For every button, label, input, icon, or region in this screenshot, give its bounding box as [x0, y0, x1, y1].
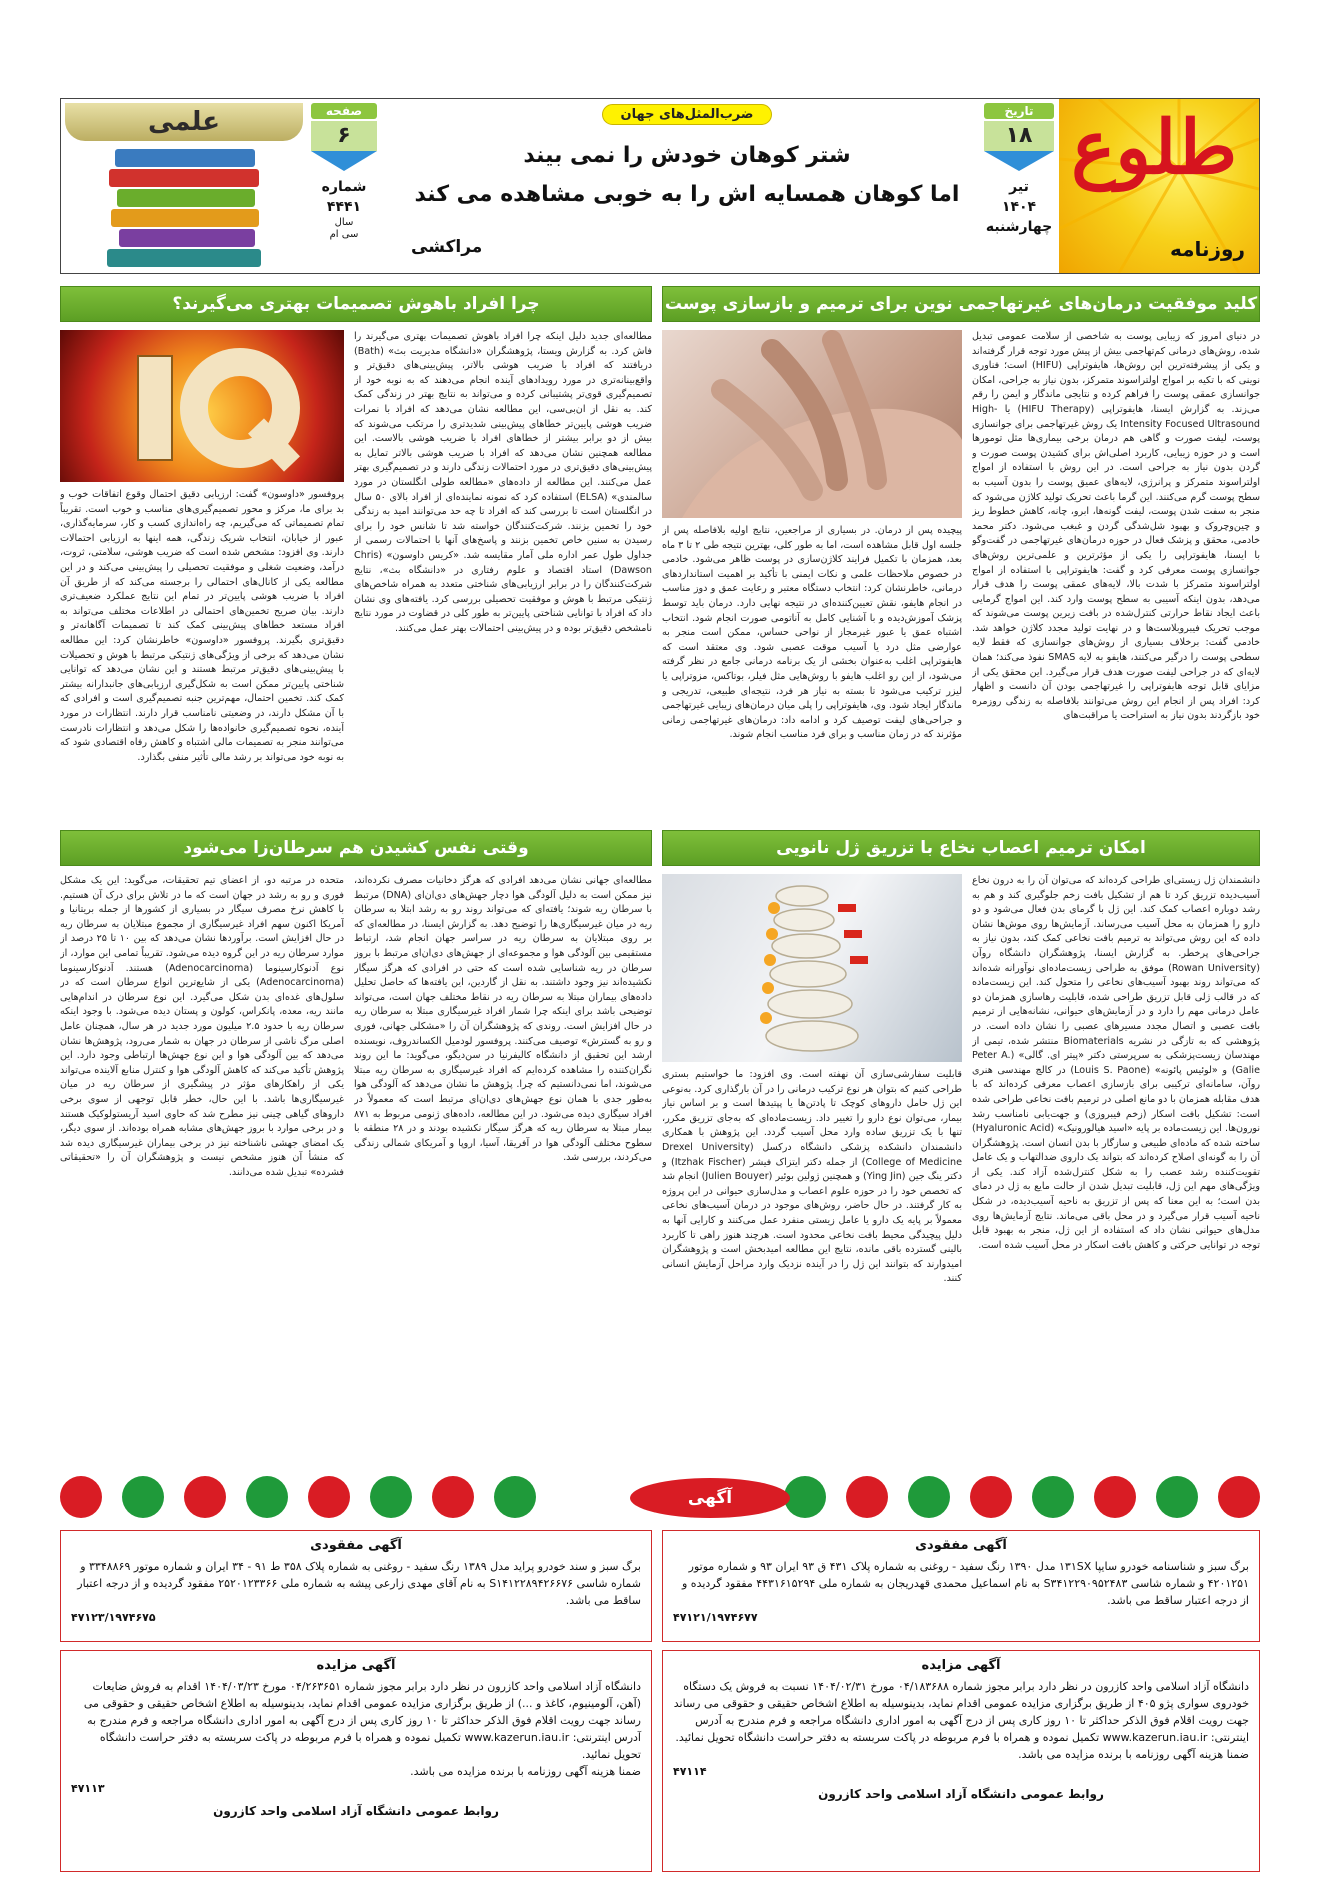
lost-ad-1 [662, 1530, 1260, 1642]
hand-photo [662, 330, 962, 518]
auction-ad-2-footer: روابط عمومی دانشگاه آزاد اسلامی واحد کازرون [213, 1804, 499, 1818]
auction-ad-1-note: ضمنا هزینه آگهی روزنامه با برنده مزایده می باشد. [1018, 1748, 1249, 1761]
newspaper-logo [1059, 99, 1259, 273]
proverb-panel [397, 103, 977, 269]
lost-ad-2 [60, 1530, 652, 1642]
date-box [984, 103, 1054, 269]
masthead [60, 98, 1260, 274]
issue-label: شماره [321, 179, 367, 195]
spine-photo [662, 874, 962, 1062]
arrow-down-icon [984, 151, 1054, 171]
hand-illustration-icon [662, 330, 962, 518]
decor-dot [432, 1476, 474, 1518]
logo-word: طلوع [1071, 105, 1237, 191]
lost-ad-1-title: آگهی مفقودی [915, 1538, 1007, 1553]
date-month: تیر [1009, 179, 1029, 195]
decor-dot [1218, 1476, 1260, 1518]
auction-ad-2-title: آگهی مزایده [316, 1658, 396, 1673]
arrow-down-icon [311, 151, 377, 171]
lost-ad-2-text: برگ سبز و سند خودرو پراید مدل ۱۳۸۹ رنگ سفید - روغنی به شماره پلاک ۳۵۸ ط ۹۱ - ۳۴ ایران و شماره موتور ۳۳۴۸۸۶۹ و شماره شاسی S۱۴۱۲۲۸۹۴۲۶۶۷۶ به نام آقای مهدی زارعی پیشه به شماره ملی ۲۵۲۰۱۲۳۳۶۶ مفقود گردیده و از درجه اعتبار ساقط می باشد. [77, 1560, 641, 1607]
cancer-article-col-1: مطالعه‌ای جهانی نشان می‌دهد افرادی که هرگز دخانیات مصرف نکرده‌اند، نیز ممکن است به دلیل آلودگی هوا دچار جهش‌های دی‌ان‌ای (DNA) مرتبط با سرطان ریه شوند؛ یافته‌ای که می‌تواند روند رو به رشد ابتلا به سرطان ریه در میان غیرسیگاری‌ها را توضیح دهد. به گزارش ایسنا، در مطالعه‌ای که بر روی مبتلایان به سرطان ریه در سراسر جهان انجام شد، ارتباط مستقیمی بین آلودگی هوا و مجموعه‌ای از جهش‌های دی‌ان‌ای مرتبط با بروز سرطان در ریه شناسایی شده است که حتی در افرادی که هرگز سیگار نکشیده‌اند نیز وجود داشتند. به نقل از گاردین، این یافته‌ها که حاصل تحلیل داده‌های بیماران مبتلا به سرطان ریه در نقاط مختلف جهان است، می‌تواند توضیحی باشد برای اینکه چرا شمار افراد غیرسیگاری مبتلا به سرطان ریه در حال افزایش است. روندی که پژوهشگران آن را «مشکلی جهانی، فوری و رو به گسترش» توصیف می‌کنند. پروفسور لودمیل الکساندروف، نویسنده ارشد این تحقیق از دانشگاه کالیفرنیا در سن‌دیگو، می‌گوید: ما این روند نگران‌کننده را مشاهده کرده‌ایم که افراد غیرسیگاری به سرطان ریه مبتلا می‌شوند، اما نمی‌دانستیم که چرا. پژوهش ما نشان می‌دهد که آلودگی هوا به‌طور جدی با همان نوع جهش‌های دی‌ان‌ای مرتبط است که معمولاً در افراد سیگاری دیده می‌شود. در این مطالعه، داده‌های ژنومی مربوط به ۸۷۱ بیمار مبتلا به سرطان ریه که هرگز سیگار نکشیده بودند و در ۲۸ منطقه با سطوح مختلف آلودگی هوا در آفریقا، آسیا، اروپا و آمریکای شمالی زندگی می‌کردند، بررسی شد. [354, 875, 652, 1164]
cancer-article-title: وقتی نفس کشیدن هم سرطان‌زا می‌شود [60, 830, 652, 866]
lost-ad-2-title: آگهی مفقودی [310, 1538, 402, 1553]
lost-ad-1-text: برگ سبز و شناسنامه خودرو سایپا ۱۳۱SX مدل ۱۳۹۰ رنگ سفید - روغنی به شماره پلاک ۴۳۱ ق ۹۳ ایران ۹۳ و شماره موتور ۴۲۰۱۲۵۱ و شماره شاسی S۳۴۱۲۲۹۰۹۵۲۴۸۳ به نام اسماعیل محمدی قهدریجان به شماره ملی ۴۴۳۱۶۱۵۲۹۴ مفقود گردیده و از درجه اعتبار ساقط می باشد. [682, 1560, 1249, 1607]
decor-dot [970, 1476, 1012, 1518]
lost-ad-2-code: ۴۷۱۲۳/۱۹۷۴۶۷۵ [71, 1611, 156, 1624]
auction-ad-2-text: دانشگاه آزاد اسلامی واحد کازرون در نظر دارد برابر مجوز شماره ۰۴/۲۶۳۶۵۱ مورخ ۱۴۰۴/۰۳/۲۳ اقدام به فروش ضایعات (آهن، آلومینیوم، کاغذ و ...) از طریق برگزاری مزایده عمومی اقدام نماید، بدینوسیله به اطلاع اشخاص حقیقی و حقوقی می رساند جهت رویت اقلام فوق الذکر حداکثر تا ۱۰ روز کاری پس از درج آگهی به امور اداری دانشگاه مراجعه و فرم مندرج به آدرس اینترنتی: www.kazerun.iau.ir تکمیل نموده و همراه با فرم مربوطه در پاکت سربسته به دفتر حراست دانشگاه تحویل نمائید. [83, 1680, 641, 1761]
decor-dot [370, 1476, 412, 1518]
proverb-line-1: شتر کوهان خودش را نمی بیند [523, 143, 851, 168]
date-label: تاریخ [984, 103, 1054, 119]
year-value: سی ام [329, 229, 359, 240]
spine-article-col-2: قابلیت سفارشی‌سازی آن نهفته است. وی افزود: ما خواستیم بستری طراحی کنیم که بتوان هر نوع ترکیب درمانی را در آن بارگذاری کرد. به‌نوعی این ژل حامل داروهای کوچک تا پادتن‌ها یا پپتیدها است و بر اساس نیاز بیمار، می‌توان نوع دارو را تغییر داد. زیست‌ماده‌ای که به‌جای تزریق مکرر، تنها با یک تزریق ساده وارد محل آسیب گردد. این پژوهش با همکاری دانشمندان دانشکده پزشکی دانشگاه درکسل (Drexel University College of Medicine) از جمله دکتر ایتزاک فیشر (Itzhak Fischer) و دکتر ینگ جین (Ying Jin) و همچنین ژولین بوئیر (Julien Bouyer) انجام شد که تخصص خود را در حوزه علوم اعصاب و مدل‌سازی حیوانی در این پروژه به کار گرفتند. در حال حاضر، روش‌های موجود در درمان آسیب‌های نخاعی معمولاً بر پایه یک دارو یا عامل زیستی منفرد عمل می‌کنند و کارایی آنها به دلیل پیچیدگی محیط بافت نخاعی محدود است. هرچند هنوز راهی تا کاربرد بالینی گسترده باقی مانده، نتایج این مطالعه امیدبخش است و پژوهشگران امیدوارند که بتوانند این ژل را در آینده نزدیک وارد مراحل آزمایش انسانی کنند. [662, 1069, 962, 1285]
skin-article-title: کلید موفقیت درمان‌های غیرتهاجمی نوین برای ترمیم و بازسازی پوست [662, 286, 1260, 322]
logo-subtitle: روزنامه [1170, 237, 1245, 261]
lost-ad-1-code: ۴۷۱۲۱/۱۹۷۴۶۷۷ [673, 1611, 758, 1624]
auction-ad-1-code: ۴۷۱۱۴ [673, 1765, 707, 1778]
date-year: ۱۴۰۴ [1001, 199, 1037, 215]
decor-dot [846, 1476, 888, 1518]
proverb-tag: ضرب‌المثل‌های جهان [602, 104, 773, 125]
decor-dot [246, 1476, 288, 1518]
proverb-author: مراکشی [411, 237, 483, 257]
decor-dot [1032, 1476, 1074, 1518]
decor-dot [494, 1476, 536, 1518]
date-day: ۱۸ [984, 121, 1054, 151]
decor-dot [308, 1476, 350, 1518]
ad-band-title: آگهی [630, 1478, 790, 1518]
decor-dot [1094, 1476, 1136, 1518]
skin-article-col-1: در دنیای امروز که زیبایی پوست به شاخصی از سلامت عمومی تبدیل شده، روش‌های درمانی کم‌تهاجمی بیش از پیش مورد توجه قرار گرفته‌اند و یکی از پیشرفته‌ترین این روش‌ها، هایفوتراپی (HIFU) است؛ فناوری نوینی که با تکیه بر امواج اولتراسوند متمرکز، بدون نیاز به جراحی، امکان جوانسازی عمقی پوست را فراهم کرده و نتایجی ماندگار و ایمن را رقم می‌زند. به گزارش ایسنا، هایفوتراپی (HIFU Therapy) یا High-Intensity Focused Ultrasound یک روش غیرتهاجمی برای جوانسازی پوست، لیفت صورت و گاهی هم درمان برخی بیماری‌ها مثل تومورها است و در حوزه زیبایی، کاربرد اصلی‌اش برای کشیدن پوست صورت و گردن بدون نیاز به جراحی است. در این روش با استفاده از امواج اولتراسوند متمرکز و پرانرژی، لایه‌های عمیق پوست را بدون آسیب به سطح پوست گرم می‌کنند. این گرما باعث تحریک تولید کلاژن می‌شود که منجر به سفت شدن پوست، لیفت گونه‌ها، ابرو، چانه، کاهش خطوط ریز و چین‌وچروک و بهبود شل‌شدگی گردن و غبغب می‌شود. دکتر محمد خادمی، محقق و پزشک فعال در حوزه درمان‌های غیرتهاجمی در گفت‌وگو با ایسنا، هایفوتراپی را یکی از مؤثرترین و علمی‌ترین روش‌های جوانسازی پوست معرفی کرد و گفت: هایفوتراپی با استفاده از امواج اولتراسوند متمرکز با شدت بالا، لایه‌های عمقی پوست را هدف قرار می‌دهد، بدون اینکه آسیبی به سطح پوست وارد کند. این امواج گرمایی باعث ایجاد نقاط حرارتی کنترل‌شده در بافت زیرین پوست می‌شوند که موجب تحریک فیبروبلاست‌ها و در نهایت تولید مجدد کلاژن خواهد شد. خادمی گفت: برخلاف بسیاری از روش‌های جوانسازی که فقط لایه سطحی پوست را درگیر می‌کنند، هایفو به لایه SMAS نفوذ می‌کند؛ همان لایه‌ای که در جراحی لیفت صورت هدف قرار می‌گیرد. این محقق یکی از مزایای قابل توجه هایفوتراپی را غیرتهاجمی بودن آن دانست و اظهار کرد: افراد پس از انجام این روش می‌توانند بلافاصله به زندگی روزمره خود بازگردند بدون نیاز به استراحت یا مراقبت‌های [972, 331, 1260, 722]
decor-dot [184, 1476, 226, 1518]
decor-dot [908, 1476, 950, 1518]
cancer-article-col-2: متحده در مرتبه دو، از اعضای تیم تحقیقات، می‌گوید: این یک مشکل فوری و رو به رشد در جهان است که ما در تلاش برای درک آن هستیم. با کاهش نرخ مصرف سیگار در بسیاری از کشورها از جمله بریتانیا و آمریکا اکنون سهم افراد غیرسیگاری از مجموع مبتلایان به سرطان ریه در حال افزایش است. برآوردها نشان می‌دهد که بین ۱۰ تا ۲۵ درصد از موارد سرطان ریه در این گروه دیده می‌شود. تقریباً تمامی این موارد، از نوع آدنوکارسینوما (Adenocarcinoma) هستند. آدنوکارسینوما (Adenocarcinoma) یکی از شایع‌ترین انواع سرطان است که در سلول‌های غده‌ای بدن شکل می‌گیرد. این نوع سرطان در اندام‌هایی مانند ریه، معده، پانکراس، کولون و پستان دیده می‌شود. با وجود اینکه سرطان ریه با حدود ۲.۵ میلیون مورد جدید در هر سال، همچنان عامل اصلی مرگ ناشی از سرطان در جهان به شمار می‌رود، پژوهش‌ها نشان می‌دهد که بین آلودگی هوا و این نوع جهش‌ها ارتباطی وجود دارد. این پژوهش تأکید می‌کند که کاهش آلودگی هوا و کنترل منابع آلاینده می‌تواند یکی از راهکارهای مؤثر در پیشگیری از سرطان ریه در میان غیرسیگاری‌ها باشد. با این حال، خطر قابل توجهی از سوی برخی داروهای گیاهی چینی نیز مطرح شد که حاوی اسید آریستولوکیک هستند و در برخی موارد با بروز جهش‌های مشابه همراه بوده‌اند. از سوی دیگر، یک امضای جهشی ناشناخته نیز در برخی بیماران غیرسیگاری دیده شد که منشأ آن هنوز مشخص نیست و پژوهشگران آن را «تحقیقاتی فشرده» تبدیل شده می‌دانند. [60, 875, 344, 1178]
auction-ad-1-footer: روابط عمومی دانشگاه آزاد اسلامی واحد کازرون [818, 1787, 1104, 1801]
auction-ad-2-note: ضمنا هزینه آگهی روزنامه با برنده مزایده می باشد. [410, 1765, 641, 1778]
issue-number: ۴۴۴۱ [326, 199, 362, 215]
section-emblem [65, 103, 303, 269]
decor-dot [1156, 1476, 1198, 1518]
decor-dot [60, 1476, 102, 1518]
decor-dot [122, 1476, 164, 1518]
auction-ad-1-text: دانشگاه آزاد اسلامی واحد کازرون در نظر دارد برابر مجوز شماره ۰۴/۱۸۳۶۸۸ مورخ ۱۴۰۴/۰۲/۳۱ نسبت به فروش یک دستگاه خودروی سواری پژو ۴۰۵ از طریق برگزاری مزایده عمومی اقدام نماید، بدینوسیله به اطلاع اشخاص حقیقی و حقوقی می رساند جهت رویت اقلام فوق الذکر حداکثر تا ۱۰ روز کاری پس از درج آگهی به امور اداری دانشگاه مراجعه و فرم مندرج به آدرس اینترنتی: www.kazerun.iau.ir تکمیل نموده و همراه با فرم مربوطه در پاکت سربسته به دفتر حراست دانشگاه تحویل نمائید. [673, 1680, 1249, 1744]
auction-ad-1-title: آگهی مزایده [921, 1658, 1001, 1673]
ad-band [60, 1474, 1260, 1522]
spine-article-col-1: دانشمندان ژل زیستی‌ای طراحی کرده‌اند که می‌توان آن را به درون نخاع آسیب‌دیده تزریق کرد تا هم از تشکیل بافت زخم جلوگیری کند و هم به رشد دوباره اعصاب کمک کند. این ژل با گرمای بدن فعال می‌شود و دو دارو را همزمان به محل آسیب می‌رساند. آزمایش‌ها روی موش‌ها نشان داده که این روش می‌تواند به ترمیم بافت نخاعی کمک کند، بدون نیاز به جراحی‌های پرخطر. به گزارش ایسنا، پژوهشگران دانشگاه روآن (Rowan University) موفق به طراحی زیست‌ماده‌ای نوآورانه شده‌اند که می‌تواند روند بهبود آسیب‌های نخاعی را متحول کند. این زیست‌ماده که در قالب ژلی قابل تزریق طراحی شده، قابلیت رهاسازی همزمان دو عامل درمانی مهم را دارد و در آزمایش‌های حیوانی، نشانه‌هایی از ترمیم بافت عصبی و اتصال مجدد مسیرهای عصبی را نشان داده است. در پژوهشی که به تازگی در نشریه Biomaterials منتشر شده، تیمی از مهندسان زیست‌پزشکی به سرپرستی دکتر «پیتر ای. گالی» (Peter A. Galie) و «لوئیس پائونه» (Louis S. Paone) در کالج مهندسی هنری روآن، سامانه‌ای ترکیبی برای بازسازی اعصاب معرفی کرده‌اند که با هدف مقابله همزمان با دو مانع اصلی در ترمیم بافت نخاعی طراحی شده است: تشکیل بافت اسکار (زخم فیبروزی) و جهت‌یابی نامناسب رشد نورون‌ها. این زیست‌ماده بر پایه «اسید هیالورونیک» (Hyaluronic Acid) ساخته شده که ماده‌ای طبیعی و سازگار با بدن انسان است. پژوهشگران آن را به گونه‌ای اصلاح کرده‌اند که بتواند یک داروی ضدالتهاب و یک عامل تقویت‌کننده رشد عصب را به شکل کنترل‌شده آزاد کند. یکی از ویژگی‌های مهم این ژل، قابلیت تبدیل شدن از حالت مایع به ژل در دمای بدن است؛ به این معنا که پس از تزریق به ناحیه آسیب‌دیده، در شکل ناحیه آسیب قرار می‌گیرد و در محل باقی می‌ماند. نتایج آزمایش‌ها روی مدل‌های حیوانی نشان داد که استفاده از این ژل، منجر به بهبود قابل توجه در توانایی حرکتی و کاهش بافت اسکار در محل آسیب شده است. [972, 875, 1260, 1251]
auction-ad-2-code: ۴۷۱۱۳ [71, 1782, 105, 1795]
iq-photo [60, 330, 344, 482]
iq-article-col-2: پروفسور «داوسون» گفت: ارزیابی دقیق احتمال وقوع اتفاقات خوب و بد برای ما، مرکز و محور تصمیم‌گیری‌های مناسب و خوب است. تقریباً تمام تصمیماتی که می‌گیریم، چه راه‌اندازی کسب و کار، سرمایه‌گذاری، عبور از خیابان، انتخاب شریک زندگی، همه اینها به ارزیابی احتمالات دارند. وی افزود: مشخص شده است که ضریب هوشی، سلامتی، ثروت، درآمد، وضعیت شغلی و موفقیت تحصیلی را پیش‌بینی می‌کند و در این مطالعه یکی از کانال‌های احتمالی را برجسته می‌کند که از طریق آن افراد با ضریب هوشی پایین‌تر در تمام این نتایج عملکرد ضعیف‌تری دارند. بیان صریح تخمین‌های احتمالی در اطلاعات مختلف می‌تواند به افراد مستعد خطاهای پیش‌بینی کمک کند تا تصمیمات آگاهانه‌تر و دقیق‌تری بگیرند. پروفسور «داوسون» خاطرنشان کرد: این مطالعه نشان می‌دهد که برخی از ویژگی‌های ژنتیکی مرتبط با هوش و تحصیلات با پیش‌بینی‌های دقیق‌تر مرتبط هستند و این نشان می‌دهد که توانایی شناختی پایین‌تر ممکن است به شکل‌گیری ارزیابی‌های جانبدارانه بیشتر کمک کند. تخمین احتمال، مهم‌ترین جنبه تصمیم‌گیری است و افرادی که با آن مشکل دارند، در وضعیتی نامناسب قرار دارند. انتظارات در مورد آینده، نحوه تصمیم‌گیری خانواده‌ها را شکل می‌دهد و انتظارات نادرست می‌توانند منجر به تصمیمات مالی اشتباه و کاهش رفاه اقتصادی شود که به نوبه خود می‌تواند بر رشد مالی تأثیر منفی بگذارد. [60, 489, 344, 763]
year-label: سال [334, 217, 354, 228]
auction-ad-1 [662, 1650, 1260, 1872]
iq-letters-icon [60, 330, 344, 482]
decor-dot [784, 1476, 826, 1518]
page-label: صفحه [311, 103, 377, 119]
page-number: ۶ [311, 121, 377, 151]
spine-model-icon [662, 874, 962, 1062]
skin-article-col-2: پیچیده پس از درمان. در بسیاری از مراجعین، نتایج اولیه بلافاصله پس از جلسه اول قابل مشاهده است، اما به طور کلی، بهترین نتیجه طی ۲ تا ۳ ماه بعد، همزمان با تکمیل فرایند کلاژن‌سازی در پوست ظاهر می‌شود. خادمی در خصوص ملاحظات علمی و نکات ایمنی با تأکید بر اهمیت استانداردهای درمانی، خاطرنشان کرد: انتخاب دستگاه معتبر و رعایت عمق و دوز مناسب در انجام هایفو، نقش تعیین‌کننده‌ای در نتیجه نهایی دارد. درمان باید توسط پزشک آموزش‌دیده و با آشنایی کامل به آناتومی صورت انجام شود. انتخاب اشتباه عمق یا عبور غیرمجاز از نواحی حساس، ممکن است منجر به عوارضی مثل درد یا آسیب موقت عصبی شود. وی معتقد است که هایفوتراپی اغلب به‌عنوان بخشی از یک برنامه درمانی جامع در نظر گرفته می‌شود، از این رو اغلب هایفو با روش‌هایی مثل فیلر، بوتاکس، مزوتراپی یا لیزر ترکیب می‌شود تا بسته به نیاز هر فرد، نتیجه‌ای طبیعی، تدریجی و ماندگار ایجاد شود. وی، هایفوتراپی را پلی میان درمان‌های زیبایی غیرتهاجمی و جراحی‌های لیفت توصیف کرد و ادامه داد: درمان‌های غیرتهاجمی زمانی مؤثرند که در زمان مناسب و برای فرد مناسب انجام شوند. [662, 525, 962, 741]
spine-article-title: امکان ترمیم اعصاب نخاع با تزریق ژل نانویی [662, 830, 1260, 866]
iq-article-col-1: مطالعه‌ای جدید دلیل اینکه چرا افراد باهوش تصمیمات بهتری می‌گیرند را فاش کرد. به گزارش ویستا، پژوهشگران «دانشگاه مدیریت بث» (Bath) دریافتند که افراد با ضریب هوشی بالاتر، پیش‌بینی‌های دقیق‌تر و واقع‌بینانه‌تری در مورد رویدادهای آینده انجام می‌دهند که به نوبه خود از تصمیم‌گیری قوی‌تر پشتیبانی کرده و می‌تواند به نتایج بهتر در زندگی کمک کند. به نقل از ان‌بی‌سی، این مطالعه نشان می‌دهد که افراد با نمرات ضریب هوشی پایین‌تر خطاهای پیش‌بینی شدیدتری را مرتکب می‌شوند که بیش از دو برابر بیشتر از خطاهای افراد با ضریب هوشی بالاست. این مطالعه همچنین نشان می‌دهد که افراد با ضریب هوشی بالاتر تمایل به پیش‌بینی‌های دقیق‌تری در مورد احتمالات زندگی دارند و در تصمیم‌گیری بهتر عمل می‌کنند. این مطالعه از داده‌های «مطالعه طولی انگلستان در مورد سالمندی» (ELSA) استفاده کرد که نمونه نماینده‌ای از افراد بالای ۵۰ سال در انگلستان است تا بررسی کند که افراد تا چه حد می‌توانند امید به زندگی خود را تخمین بزنند. شرکت‌کنندگان خواسته شد تا شانس خود را برای رسیدن به سنین خاص تخمین بزنند و پاسخ‌های آنها با احتمالات رسمی از جداول طول عمر اداره ملی آمار مقایسه شد. «کریس داوسون» (Chris Dawson) استاد اقتصاد و علوم رفتاری در «دانشگاه بث»، نتایج شرکت‌کنندگان را در برابر ارزیابی‌های شناختی متعدد به همراه شاخص‌های ژنتیکی مرتبط با هوش و موفقیت تحصیلی بررسی کرد. یافته‌های وی نشان داد که افراد با توانایی شناختی پایین‌تر به طور کلی در قضاوت در مورد نتایج نامشخص دقیق‌تر بوده و در پیش‌بینی احتمالات بهتر عمل می‌کنند. [354, 331, 652, 634]
iq-article-title: چرا افراد باهوش تصمیمات بهتری می‌گیرند؟ [60, 286, 652, 322]
proverb-line-2: اما کوهان همسایه اش را به خوبی مشاهده می کند [414, 182, 960, 207]
date-weekday: چهارشنبه [985, 219, 1053, 235]
page-box [311, 103, 377, 269]
auction-ad-2 [60, 1650, 652, 1872]
section-title: علمی [65, 103, 303, 141]
